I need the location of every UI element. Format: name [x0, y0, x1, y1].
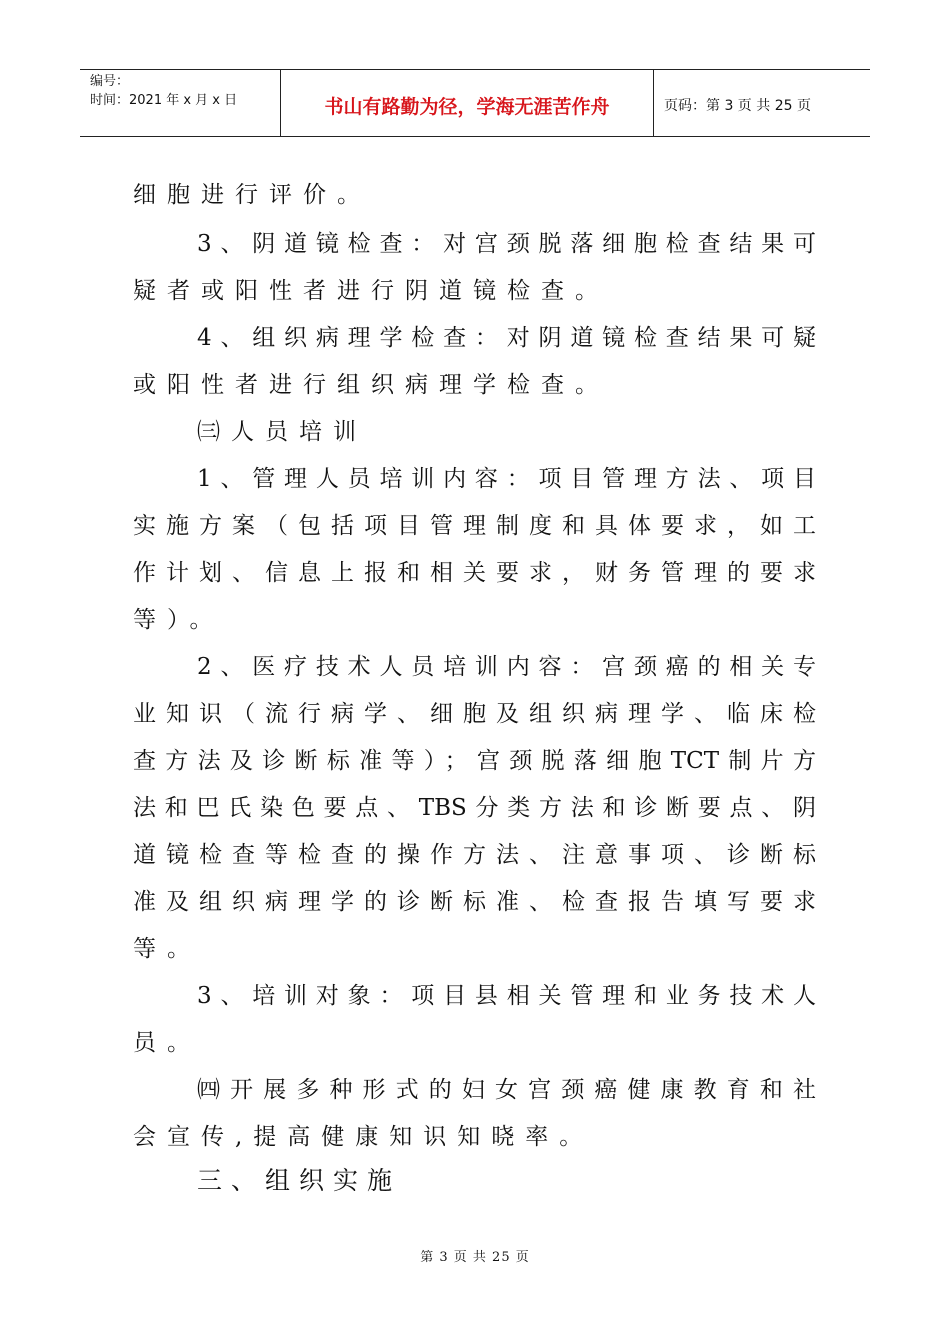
paragraph-line: 道镜检查等检查的操作方法、注意事项、诊断标 [133, 842, 816, 868]
page-footer: 第 3 页 共 25 页 [420, 1250, 530, 1265]
paragraph-line: 查方法及诊断标准等）；宫颈脱落细胞TCT制片方 [133, 748, 816, 774]
paragraph-line: 或阳性者进行组织病理学检查。 [133, 372, 609, 398]
paragraph-line: 细胞进行评价。 [133, 182, 371, 208]
paragraph-line: 业知识（流行病学、细胞及组织病理学、临床检 [133, 701, 816, 727]
paragraph-line: 3、阴道镜检查：对宫颈脱落细胞检查结果可 [197, 231, 816, 257]
paragraph-line: 3、培训对象：项目县相关管理和业务技术人 [197, 983, 816, 1009]
header-page-info: 页码：第 3 页 共 25 页 [664, 98, 811, 114]
paragraph-line: 疑者或阳性者进行阴道镜检查。 [133, 278, 609, 304]
section-subheading: ㈢人员培训 [197, 419, 367, 445]
paragraph-line: 会宣传,提高健康知识知晓率。 [133, 1124, 594, 1150]
paragraph-line: 4、组织病理学检查：对阴道镜检查结果可疑 [197, 325, 816, 351]
document-header [80, 69, 870, 137]
document-date: 时间：2021 年 x 月 x 日 [90, 93, 238, 108]
document-number-label: 编号： [90, 74, 130, 89]
section-heading: 三、组织实施 [197, 1166, 402, 1195]
paragraph-line: 等）。 [133, 607, 224, 633]
header-motto: 书山有路勤为径，学海无涯苦作舟 [281, 70, 654, 136]
header-meta [80, 70, 281, 136]
paragraph-line: 2、医疗技术人员培训内容：宫颈癌的相关专 [197, 654, 816, 680]
paragraph-line: 实施方案（包括项目管理制度和具体要求，如工 [133, 513, 816, 539]
paragraph-line: ㈣开展多种形式的妇女宫颈癌健康教育和社 [197, 1077, 816, 1103]
paragraph-line: 准及组织病理学的诊断标准、检查报告填写要求 [133, 889, 816, 915]
paragraph-line: 1、管理人员培训内容：项目管理方法、项目 [197, 466, 816, 492]
paragraph-line: 作计划、信息上报和相关要求，财务管理的要求 [133, 560, 816, 586]
paragraph-line: 法和巴氏染色要点、TBS分类方法和诊断要点、阴 [133, 795, 816, 821]
paragraph-line: 等。 [133, 936, 201, 962]
paragraph-line: 员。 [133, 1030, 201, 1056]
